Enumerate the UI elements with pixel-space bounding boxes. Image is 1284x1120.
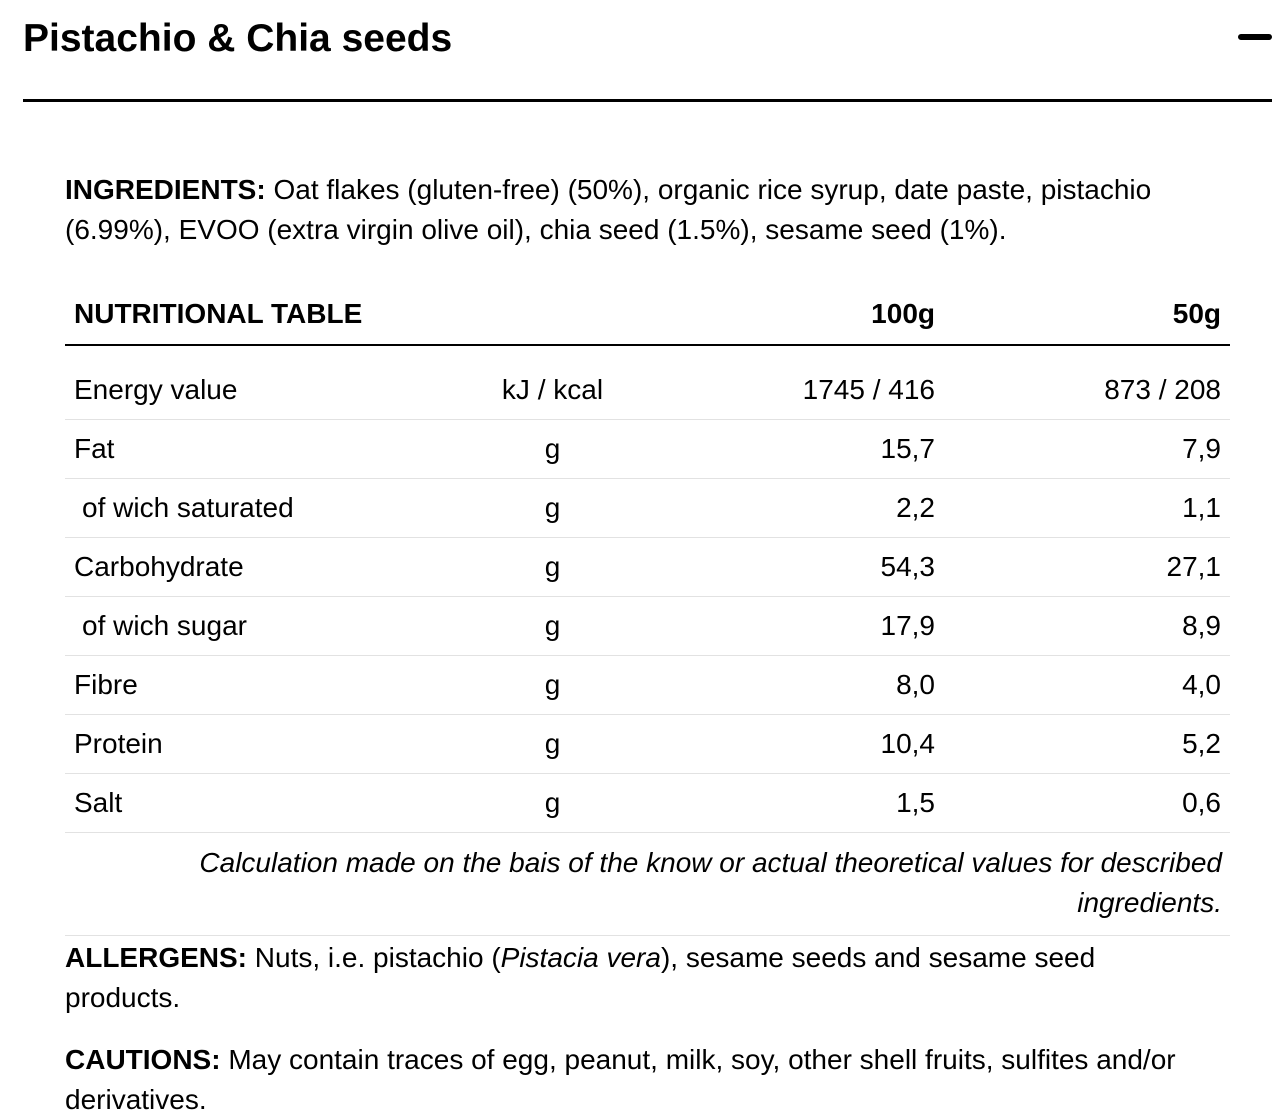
- table-row: [65, 596, 1230, 655]
- nutrient-unit: g: [445, 478, 660, 537]
- table-row: [65, 773, 1230, 832]
- allergens-text-line2: products.: [65, 981, 181, 1013]
- nutrient-name: Salt: [65, 773, 445, 832]
- value-50g: 27,1: [944, 537, 1230, 596]
- nutrient-name: Carbohydrate: [65, 537, 445, 596]
- nutrient-unit: g: [445, 596, 660, 655]
- value-50g: 0,6: [944, 773, 1230, 832]
- cautions-text-line2: derivatives.: [65, 1083, 207, 1115]
- value-100g: 8,0: [660, 655, 944, 714]
- minus-icon[interactable]: [1238, 34, 1272, 40]
- header-50g: 50g: [944, 284, 1230, 345]
- table-row: [65, 419, 1230, 478]
- value-50g: 1,1: [944, 478, 1230, 537]
- ingredients-text-line1: Oat flakes (gluten-free) (50%), organic rice syrup, date paste, pistachio: [265, 174, 1152, 205]
- nutrient-name: of wich sugar: [65, 596, 445, 655]
- value-100g: 54,3: [660, 537, 944, 596]
- calculation-note: [65, 833, 1230, 936]
- value-50g: 5,2: [944, 714, 1230, 773]
- nutrition-table-header-row: [65, 284, 1230, 345]
- value-50g: 873 / 208: [944, 345, 1230, 419]
- value-100g: 1745 / 416: [660, 345, 944, 419]
- accordion-header[interactable]: [23, 0, 1272, 102]
- accordion-title: Pistachio & Chia seeds: [23, 17, 453, 60]
- table-row: [65, 714, 1230, 773]
- table-row: [65, 345, 1230, 419]
- table-row: [65, 655, 1230, 714]
- nutrient-unit: g: [445, 714, 660, 773]
- accordion-content: [65, 170, 1230, 1120]
- ingredients-paragraph: [65, 170, 1230, 250]
- allergens-text-before: Nuts, i.e. pistachio (: [247, 941, 501, 973]
- nutrient-name: of wich saturated: [65, 478, 445, 537]
- value-50g: 8,9: [944, 596, 1230, 655]
- value-100g: 2,2: [660, 478, 944, 537]
- allergens-text-after: ), sesame seeds and sesame seed: [660, 941, 1096, 973]
- allergens-paragraph: [65, 938, 1230, 1018]
- calculation-note-line2: ingredients.: [1077, 886, 1222, 918]
- value-50g: 7,9: [944, 419, 1230, 478]
- allergens-species: Pistacia vera: [500, 941, 661, 973]
- calculation-note-line1: Calculation made on the bais of the know or actual theoretical values for described: [199, 846, 1222, 878]
- nutrient-unit: g: [445, 537, 660, 596]
- value-100g: 10,4: [660, 714, 944, 773]
- value-50g: 4,0: [944, 655, 1230, 714]
- nutrient-unit: g: [445, 419, 660, 478]
- nutrient-unit: kJ / kcal: [445, 345, 660, 419]
- allergens-label: ALLERGENS:: [65, 941, 247, 973]
- nutrition-table: [65, 284, 1230, 833]
- ingredients-label: INGREDIENTS:: [65, 174, 266, 205]
- cautions-label: CAUTIONS:: [65, 1043, 221, 1075]
- nutrient-name: Fat: [65, 419, 445, 478]
- value-100g: 1,5: [660, 773, 944, 832]
- ingredients-text-line2: (6.99%), EVOO (extra virgin olive oil), chia seed (1.5%), sesame seed (1%).: [65, 214, 1007, 245]
- value-100g: 17,9: [660, 596, 944, 655]
- nutrient-name: Protein: [65, 714, 445, 773]
- header-nutritional-table: NUTRITIONAL TABLE: [65, 284, 445, 345]
- cautions-paragraph: [65, 1040, 1230, 1120]
- header-100g: 100g: [660, 284, 944, 345]
- table-row: [65, 537, 1230, 596]
- cautions-text-line1: May contain traces of egg, peanut, milk, soy, other shell fruits, sulfites and/or: [220, 1043, 1176, 1075]
- nutrient-unit: g: [445, 655, 660, 714]
- value-100g: 15,7: [660, 419, 944, 478]
- nutrient-name: Fibre: [65, 655, 445, 714]
- table-row: [65, 478, 1230, 537]
- nutrient-unit: g: [445, 773, 660, 832]
- header-unit: [445, 284, 660, 345]
- nutrient-name: Energy value: [65, 345, 445, 419]
